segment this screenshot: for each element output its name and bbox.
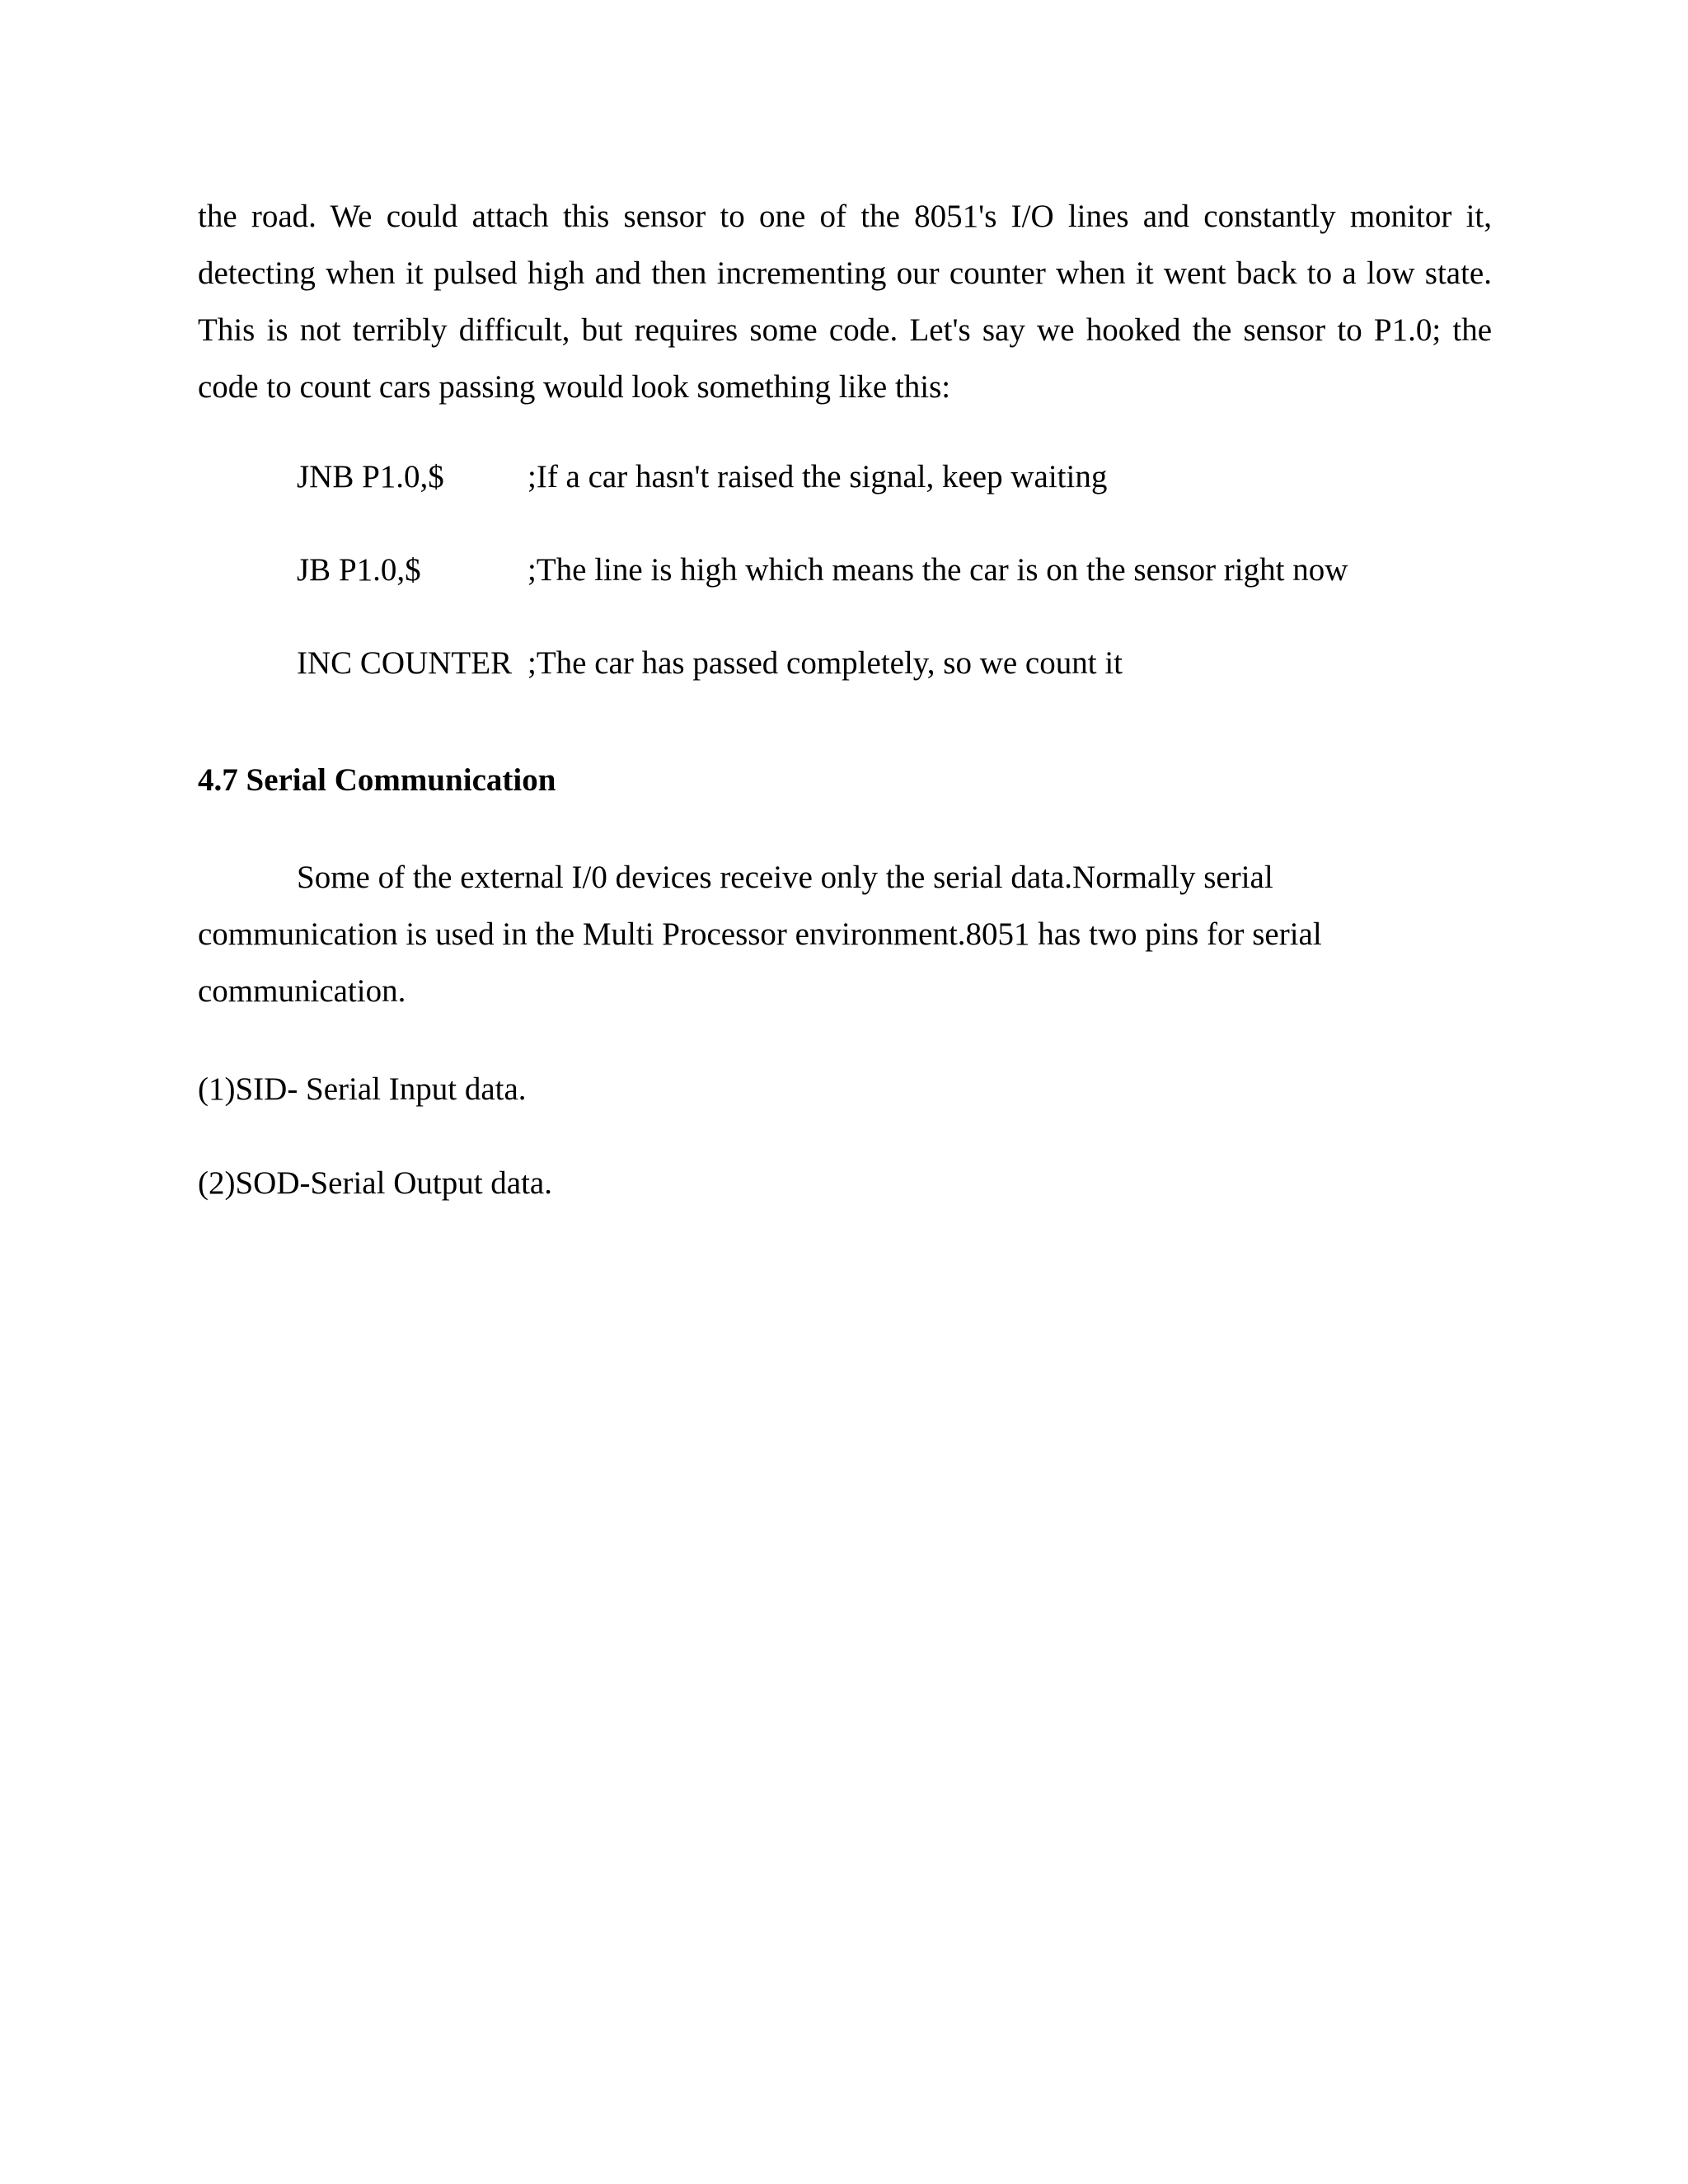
code-line [297,457,1492,498]
code-comment: ;If a car hasn't raised the signal, keep waiting [528,459,1108,494]
code-instruction: JNB P1.0,$ [297,459,444,494]
list-item: (2)SOD-Serial Output data. [198,1165,552,1201]
code-line [297,550,1492,591]
code-comment: ;The car has passed completely, so we count it [528,645,1123,681]
code-instruction: JB P1.0,$ [297,552,421,588]
code-line [297,643,1492,684]
code-instruction: INC COUNTER [297,645,513,681]
intro-paragraph: the road. We could attach this sensor to one of the 8051's I/O lines and constantly monitor it, detecting when it pulsed high and then incrementing our counter when it went back to a low state. This is not terribly difficult, but requires some code. Let's say we hooked the sensor to P1.0; the code to count cars passing would look something like this: [198,199,1492,405]
code-block [198,457,1492,684]
section-paragraph: Some of the external I/0 devices receive only the serial data.Normally serial communication is used in the Multi Processor environment.8051 has two pins for serial communication. [198,860,1322,1009]
section-heading: 4.7 Serial Communication [198,762,556,798]
list-item: (1)SID- Serial Input data. [198,1071,527,1107]
code-comment: ;The line is high which means the car is on the sensor right now [528,552,1348,588]
page-content [198,188,1492,1204]
